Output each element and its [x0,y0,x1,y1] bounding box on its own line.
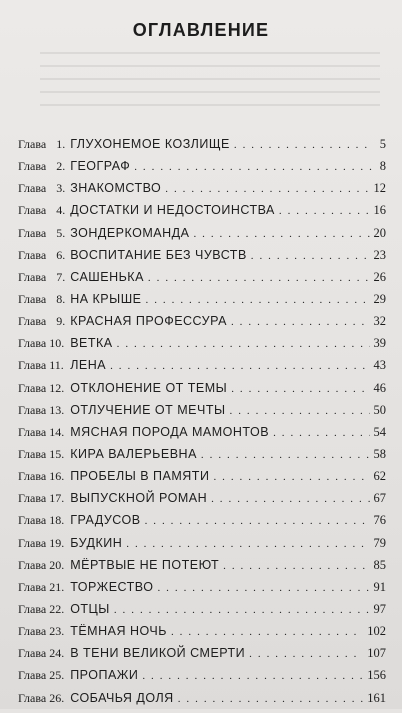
page-number: 39 [373,336,386,351]
chapter-number: 13. [49,402,65,417]
chapter-label: Глава [18,646,47,661]
chapter-prefix [18,381,65,396]
chapter-label: Глава [18,513,47,528]
chapter-label: Глава [18,181,47,196]
chapter-number: 23. [49,624,65,639]
chapter-title: ТОРЖЕСТВО [70,579,154,594]
chapter-number: 15. [49,446,65,461]
toc-entry [18,425,386,447]
chapter-prefix [18,425,65,440]
chapter-title: ЗНАКОМСТВО [70,181,162,196]
chapter-number: 25. [49,668,65,683]
chapter-number: 6. [56,247,66,262]
chapter-label: Глава [18,446,47,461]
chapter-label: Глава [18,469,47,484]
chapter-label: Глава [18,336,47,351]
chapter-label: Глава [18,491,47,506]
chapter-prefix [18,691,65,706]
chapter-label: Глава [18,291,47,306]
chapter-number: 7. [56,269,66,284]
chapter-title: МЁРТВЫЕ НЕ ПОТЕЮТ [70,557,220,572]
page-number: 161 [367,690,386,705]
chapter-prefix [18,181,65,196]
page-number: 97 [373,601,386,616]
chapter-prefix [18,270,65,285]
chapter-title: ПРОПАЖИ [70,668,139,683]
chapter-title: КРАСНАЯ ПРОФЕССУРА [70,314,227,329]
chapter-title: ОТЦЫ [70,601,110,616]
page-title: ОГЛАВЛЕНИЕ [132,20,270,40]
toc-entry [18,314,386,336]
chapter-prefix [18,646,65,661]
page-number: 32 [373,314,386,329]
chapter-prefix [18,668,65,683]
chapter-title: САШЕНЬКА [70,269,144,284]
dot-leader [165,183,369,195]
chapter-title: ТЁМНАЯ НОЧЬ [70,624,167,639]
chapter-title: ВОСПИТАНИЕ БЕЗ ЧУВСТВ [70,247,247,262]
toc-entry [18,137,386,159]
chapter-number: 26. [49,690,65,705]
toc-entry [18,336,386,358]
chapter-label: Глава [18,424,47,439]
page-number: 85 [373,557,386,572]
chapter-number: 3. [56,181,66,196]
chapter-number: 21. [49,579,65,594]
dot-leader [134,161,372,173]
chapter-title: СОБАЧЬЯ ДОЛЯ [70,690,174,705]
chapter-prefix [18,203,65,218]
dot-leader [231,383,369,395]
page-number: 50 [373,402,386,417]
chapter-label: Глава [18,269,47,284]
dot-leader [234,139,372,151]
dot-leader [157,582,369,594]
dot-leader [279,205,370,217]
chapter-label: Глава [18,601,47,616]
toc-entry [18,381,386,403]
page-number: 16 [373,203,386,218]
chapter-prefix [18,314,65,329]
page-number: 12 [373,181,386,196]
page-number: 156 [367,668,386,683]
chapter-prefix [18,469,65,484]
chapter-title: ОТКЛОНЕНИЕ ОТ ТЕМЫ [70,380,228,395]
chapter-prefix [18,624,65,639]
chapter-prefix [18,580,65,595]
chapter-prefix [18,248,65,263]
dot-leader [213,471,369,483]
chapter-label: Глава [18,159,47,174]
dot-leader [110,360,369,372]
chapter-prefix [18,491,65,506]
chapter-title: ДОСТАТКИ И НЕДОСТОИНСТВА [70,203,275,218]
chapter-label: Глава [18,137,47,151]
page-number: 102 [367,624,386,639]
chapter-prefix [18,536,65,551]
dot-leader [223,560,369,572]
dot-leader [249,648,363,660]
chapter-label: Глава [18,579,47,594]
dot-leader [201,449,370,461]
chapter-label: Глава [18,314,47,329]
chapter-label: Глава [18,358,47,373]
chapter-title: БУДКИН [70,535,123,550]
chapter-number: 4. [56,203,66,218]
page-number: 67 [373,491,386,506]
toc-entry [18,558,386,580]
dot-leader [146,294,370,306]
chapter-number: 22. [49,601,65,616]
chapter-prefix [18,358,65,373]
dot-leader [230,405,370,417]
dot-leader [231,316,370,328]
dot-leader [142,670,363,682]
chapter-number: 12. [49,380,65,395]
chapter-title: ГЕОГРАФ [70,159,131,174]
dot-leader [178,693,364,705]
chapter-title: В ТЕНИ ВЕЛИКОЙ СМЕРТИ [70,646,246,661]
toc-entry [18,447,386,469]
chapter-number: 18. [49,513,65,528]
page-number: 76 [373,513,386,528]
dot-leader [117,338,370,350]
table-of-contents [18,137,386,713]
page-number: 91 [373,579,386,594]
chapter-prefix [18,513,65,528]
chapter-label: Глава [18,690,47,705]
chapter-number: 10. [49,336,65,351]
page-number: 43 [373,358,386,373]
toc-entry [18,602,386,624]
dot-leader [145,515,370,527]
chapter-title: КИРА ВАЛЕРЬЕВНА [70,446,197,461]
chapter-title: ОТЛУЧЕНИЕ ОТ МЕЧТЫ [70,402,226,417]
chapter-title: ГЛУХОНЕМОЕ КОЗЛИЩЕ [70,137,230,151]
toc-entry [18,646,386,668]
chapter-number: 5. [56,225,66,240]
toc-entry [18,358,386,380]
chapter-label: Глава [18,402,47,417]
chapter-label: Глава [18,557,47,572]
chapter-number: 20. [49,557,65,572]
toc-entry [18,159,386,181]
chapter-label: Глава [18,225,47,240]
page-number: 46 [373,380,386,395]
toc-entry [18,270,386,292]
toc-entry [18,226,386,248]
chapter-title: ПРОБЕЛЫ В ПАМЯТИ [70,469,210,484]
dot-leader [251,250,370,262]
chapter-number: 1. [56,137,66,151]
chapter-prefix [18,159,65,174]
page-number: 5 [379,137,386,151]
chapter-label: Глава [18,668,47,683]
toc-entry [18,181,386,203]
toc-entry [18,536,386,558]
page-number: 8 [379,159,386,174]
page-number: 107 [367,646,386,661]
chapter-title: НА КРЫШЕ [70,291,142,306]
chapter-title: МЯСНАЯ ПОРОДА МАМОНТОВ [70,424,270,439]
chapter-label: Глава [18,203,47,218]
dot-leader [126,538,369,550]
page-number: 58 [373,446,386,461]
toc-entry [18,513,386,535]
chapter-label: Глава [18,247,47,262]
dot-leader [171,626,363,638]
chapter-number: 24. [49,646,65,661]
toc-entry [18,403,386,425]
chapter-title: ВЫПУСКНОЙ РОМАН [70,491,208,506]
chapter-number: 9. [56,314,66,329]
chapter-label: Глава [18,535,47,550]
dot-leader [193,228,369,240]
chapter-prefix [18,403,65,418]
chapter-title: ВЕТКА [70,336,113,351]
chapter-title: ЗОНДЕРКОМАНДА [70,225,190,240]
dot-leader [148,272,370,284]
page-number: 54 [373,424,386,439]
dot-leader [114,604,370,616]
page-number: 20 [373,225,386,240]
chapter-prefix [18,336,65,351]
chapter-number: 2. [56,159,66,174]
toc-entry [18,491,386,513]
page-number: 79 [373,535,386,550]
chapter-prefix [18,447,65,462]
toc-entry [18,624,386,646]
toc-entry [18,691,386,713]
toc-entry [18,203,386,225]
dot-leader [273,427,369,439]
bleed-through-text [40,52,380,112]
chapter-number: 19. [49,535,65,550]
chapter-label: Глава [18,380,47,395]
toc-entry [18,668,386,690]
chapter-number: 16. [49,469,65,484]
toc-entry [18,292,386,314]
chapter-prefix [18,292,65,307]
dot-leader [211,493,369,505]
chapter-title: ЛЕНА [70,358,107,373]
toc-entry [18,580,386,602]
chapter-title: ГРАДУСОВ [70,513,141,528]
page-number: 23 [373,247,386,262]
chapter-number: 17. [49,491,65,506]
chapter-number: 14. [49,424,65,439]
chapter-prefix [18,137,65,152]
page-number: 26 [373,269,386,284]
chapter-number: 8. [56,291,66,306]
page-number: 62 [373,469,386,484]
chapter-prefix [18,558,65,573]
toc-entry [18,248,386,270]
page-number: 29 [373,291,386,306]
chapter-prefix [18,226,65,241]
chapter-label: Глава [18,624,47,639]
toc-entry [18,469,386,491]
chapter-number: 11. [49,358,64,373]
chapter-prefix [18,602,65,617]
